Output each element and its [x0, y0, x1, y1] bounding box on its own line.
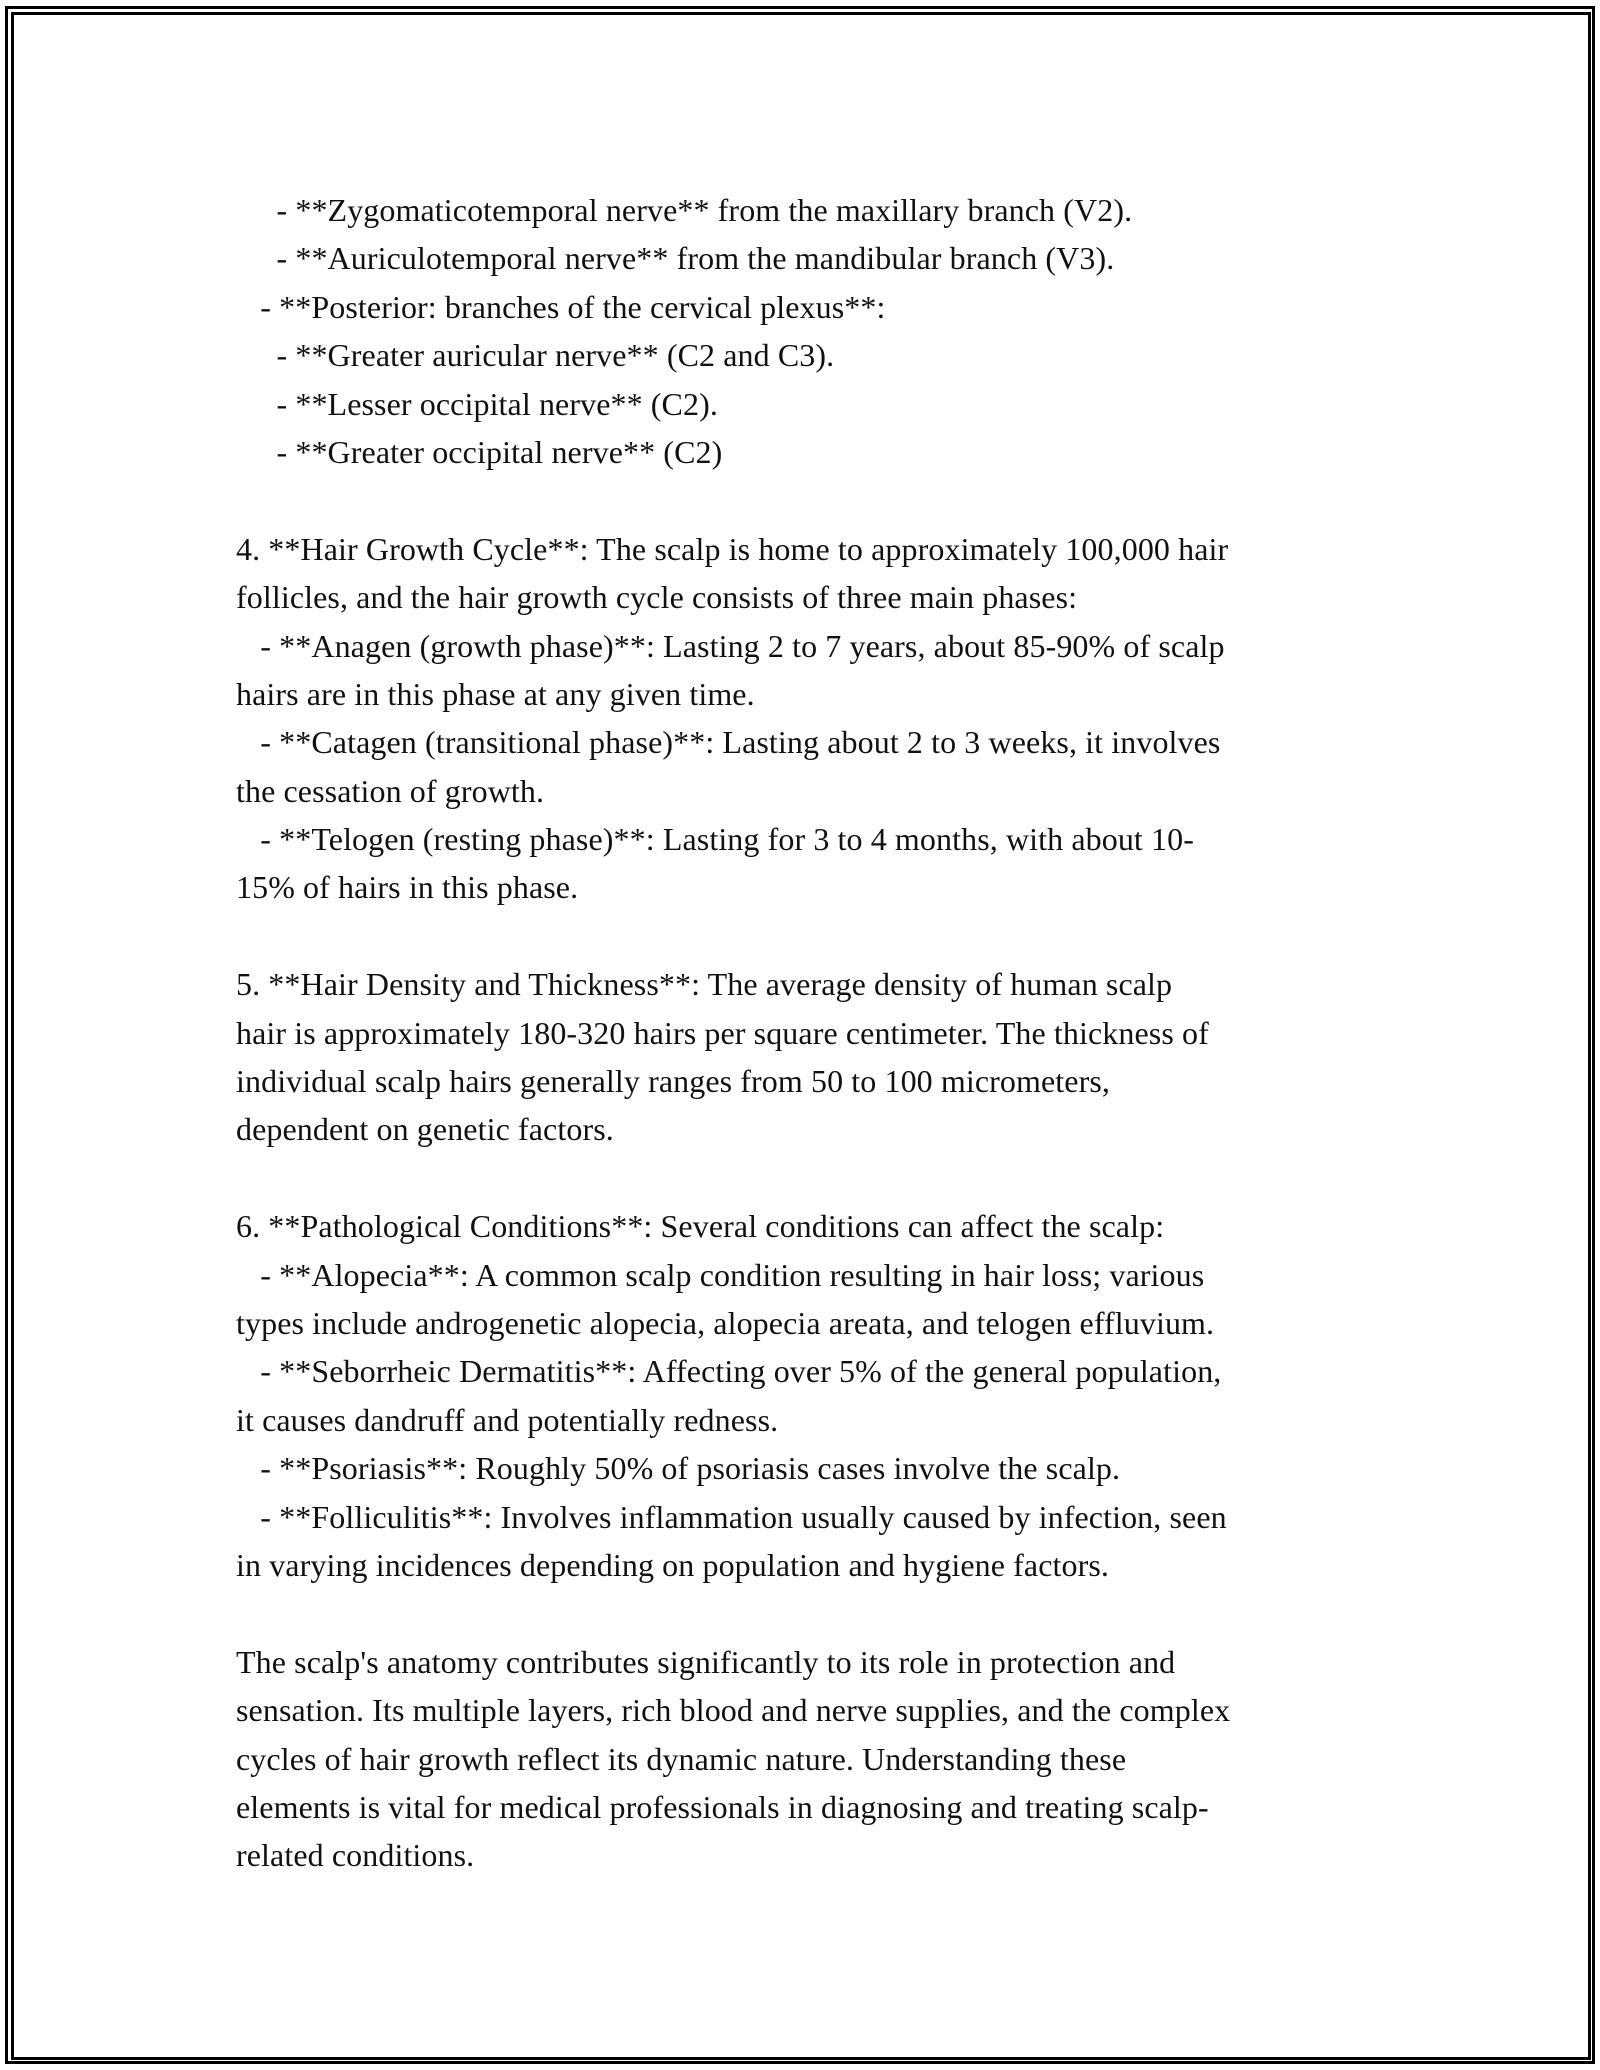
text-line: it causes dandruff and potentially redness. [236, 1401, 779, 1438]
text-line: dependent on genetic factors. [236, 1111, 614, 1148]
text-line: - **Folliculitis**: Involves inflammation usually caused by infection, seen [236, 1498, 1227, 1535]
text-line: 4. **Hair Growth Cycle**: The scalp is home to approximately 100,000 hair [236, 530, 1229, 567]
text-line: elements is vital for medical professionals in diagnosing and treating scalp- [236, 1788, 1209, 1825]
list-item: - **Zygomaticotemporal nerve** from the maxillary branch (V2). [236, 192, 1133, 228]
list-heading: - **Posterior: branches of the cervical plexus**: [236, 288, 886, 325]
text-line: hair is approximately 180-320 hairs per square centimeter. The thickness of [236, 1014, 1209, 1051]
text-line: 5. **Hair Density and Thickness**: The average density of human scalp [236, 966, 1173, 1003]
text-line: in varying incidences depending on population and hygiene factors. [236, 1546, 1110, 1583]
paragraph-gap [236, 912, 1396, 960]
paragraph-gap [236, 1154, 1396, 1202]
text-line: cycles of hair growth reflect its dynamic nature. Understanding these [236, 1740, 1127, 1777]
text-line: hairs are in this phase at any given time. [236, 675, 755, 712]
list-item: - **Greater auricular nerve** (C2 and C3). [236, 337, 835, 374]
text-line: - **Catagen (transitional phase)**: Lasting about 2 to 3 weeks, it involves [236, 724, 1221, 761]
section-hair-density [236, 960, 1396, 1154]
text-line: The scalp's anatomy contributes significantly to its role in protection and [236, 1643, 1176, 1680]
text-line: - **Telogen (resting phase)**: Lasting for 3 to 4 months, with about 10- [236, 821, 1194, 858]
text-line: individual scalp hairs generally ranges from 50 to 100 micrometers, [236, 1063, 1111, 1100]
text-line: 15% of hairs in this phase. [236, 869, 579, 906]
list-item: - **Lesser occipital nerve** (C2). [236, 385, 718, 422]
text-line: - **Psoriasis**: Roughly 50% of psoriasis cases involve the scalp. [236, 1450, 1121, 1487]
nerve-list [236, 186, 1396, 476]
section-pathological-conditions [236, 1202, 1396, 1589]
section-hair-growth-cycle [236, 525, 1396, 912]
text-line: related conditions. [236, 1837, 475, 1874]
document-body [236, 186, 1396, 1880]
text-line: - **Seborrheic Dermatitis**: Affecting over 5% of the general population, [236, 1353, 1222, 1390]
list-item: - **Auriculotemporal nerve** from the mandibular branch (V3). [236, 240, 1115, 277]
text-line: types include androgenetic alopecia, alopecia areata, and telogen effluvium. [236, 1304, 1215, 1341]
text-line: follicles, and the hair growth cycle consists of three main phases: [236, 579, 1078, 616]
text-line: sensation. Its multiple layers, rich blood and nerve supplies, and the complex [236, 1692, 1231, 1729]
paragraph-gap [236, 476, 1396, 524]
text-line: - **Alopecia**: A common scalp condition resulting in hair loss; various [236, 1256, 1205, 1293]
text-line: the cessation of growth. [236, 772, 545, 809]
paragraph-gap [236, 1589, 1396, 1637]
list-item: - **Greater occipital nerve** (C2) [236, 433, 723, 470]
conclusion-paragraph [236, 1638, 1396, 1880]
text-line: - **Anagen (growth phase)**: Lasting 2 to 7 years, about 85-90% of scalp [236, 627, 1225, 664]
text-line: 6. **Pathological Conditions**: Several conditions can affect the scalp: [236, 1208, 1165, 1245]
